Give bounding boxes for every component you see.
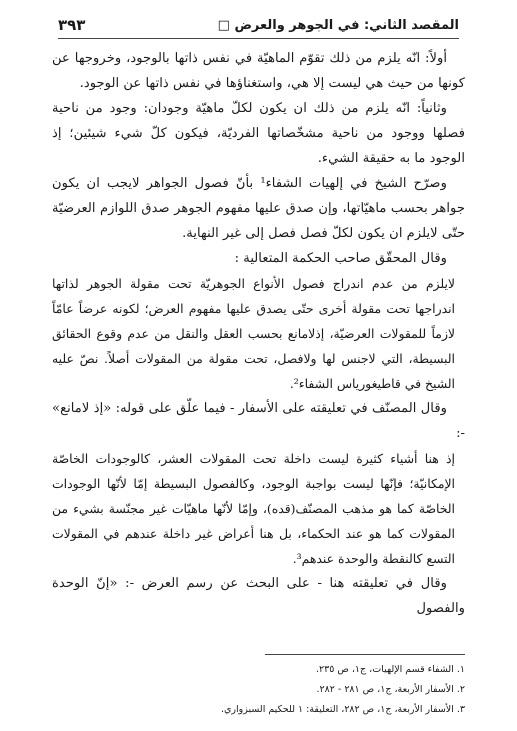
footnote-item: ١. الشفاء قسم الإلهيات، ج١، ص ٢٣٥. (315, 664, 465, 675)
footnote-separator (265, 654, 465, 655)
paragraph-continuation: وقال في تعليقته هنا - على البحث عن رسم العرض -: «إنّ الوحدة والفصول (52, 576, 465, 616)
running-title: المقصد الثاني: في الجوهر والعرض □ (217, 17, 459, 33)
paragraph-shaykh-statement: وصرّح الشيخ في إلهيات الشفاء¹ بأنّ فصول الجواهر لايجب ان يكون جواهر بحسب ماهيّاتها، وإن صدق عليها مفهوم الجوهر صدق اللوازم العرضيّة حتّى لايلزم ان يكون لكلّ فصل فصل إلى غير النهاية. (52, 176, 465, 241)
footnotes (52, 660, 465, 720)
main-text (52, 46, 465, 621)
paragraph-second-objection: وثانياً: انّه يلزم من ذلك ان يكون لكلّ ماهيّة وجودان: وجود من ناحية فصلها ووجود من ناحية مشخّصاتها الفرديّة، فيكون كلّ شيء شيئين؛ إذ الوجود ما به حقيقة الشيء. (52, 101, 465, 166)
paragraph-musannif-intro: وقال المصنّف في تعليقته على الأسفار - فيما علّق على قوله: «إذ لامانع» -: (52, 401, 465, 441)
page-number: ٣٩٣ (58, 16, 86, 34)
paragraph-first-objection: أولاً: انّه يلزم من ذلك تقوّم الماهيّة في نفس ذاتها بالوجود، وخروجها عن كونها من حيث هي ليست إلا هي، واستغناؤها في نفس ذاتها عن الوجود. (52, 51, 465, 91)
quote-hikma-mutaaliya: لايلزم من عدم اندراج فصول الأنواع الجوهريّة تحت مقولة الجوهر لذاتها اندراجها تحت مقولة أخرى حتّى يصدق عليها مفهوم العرض؛ لكونه عرضاً عامّاً لازماً للمقولات العرضيّة، إذلامانع بحسب العقل والنقل من عدم وقوع الحقائق البسيطة، التي لاجنس لها ولافصل، تحت مقولة من المقولات أصلاً. نصّ عليه الشيخ في قاطيغورياس الشفاء². (52, 276, 455, 391)
running-header (58, 12, 459, 39)
footnote-item: ٣. الأسفار الأربعة، ج١، ص ٢٨٢، التعليقة: ١ للحكيم السبزواري. (220, 704, 465, 715)
paragraph-muhaqqiq-intro: وقال المحقّق صاحب الحكمة المتعالية : (234, 251, 447, 266)
quote-musannif-commentary: إذ هنا أشياء كثيرة ليست داخلة تحت المقولات العشر، كالوجودات الخاصّة الإمكانيّة؛ فإنّها ليست بواجبة الوجود، وكالفصول البسيطة إمّا لأنّها الوجودات الخاصّة كما هو مذهب المصنّف(قده)، وإمّا لأنّها ماهيّات غير مجنّسة بشيء من المقولات كما هو عند الحكماء، بل هنا أعراض غير داخلة عندهم في المقولات التسع كالنقطة والوحدة عندهم³. (52, 451, 455, 566)
footnote-item: ٢. الأسفار الأربعة، ج١، ص ٢٨١ - ٢٨٢. (316, 684, 465, 695)
